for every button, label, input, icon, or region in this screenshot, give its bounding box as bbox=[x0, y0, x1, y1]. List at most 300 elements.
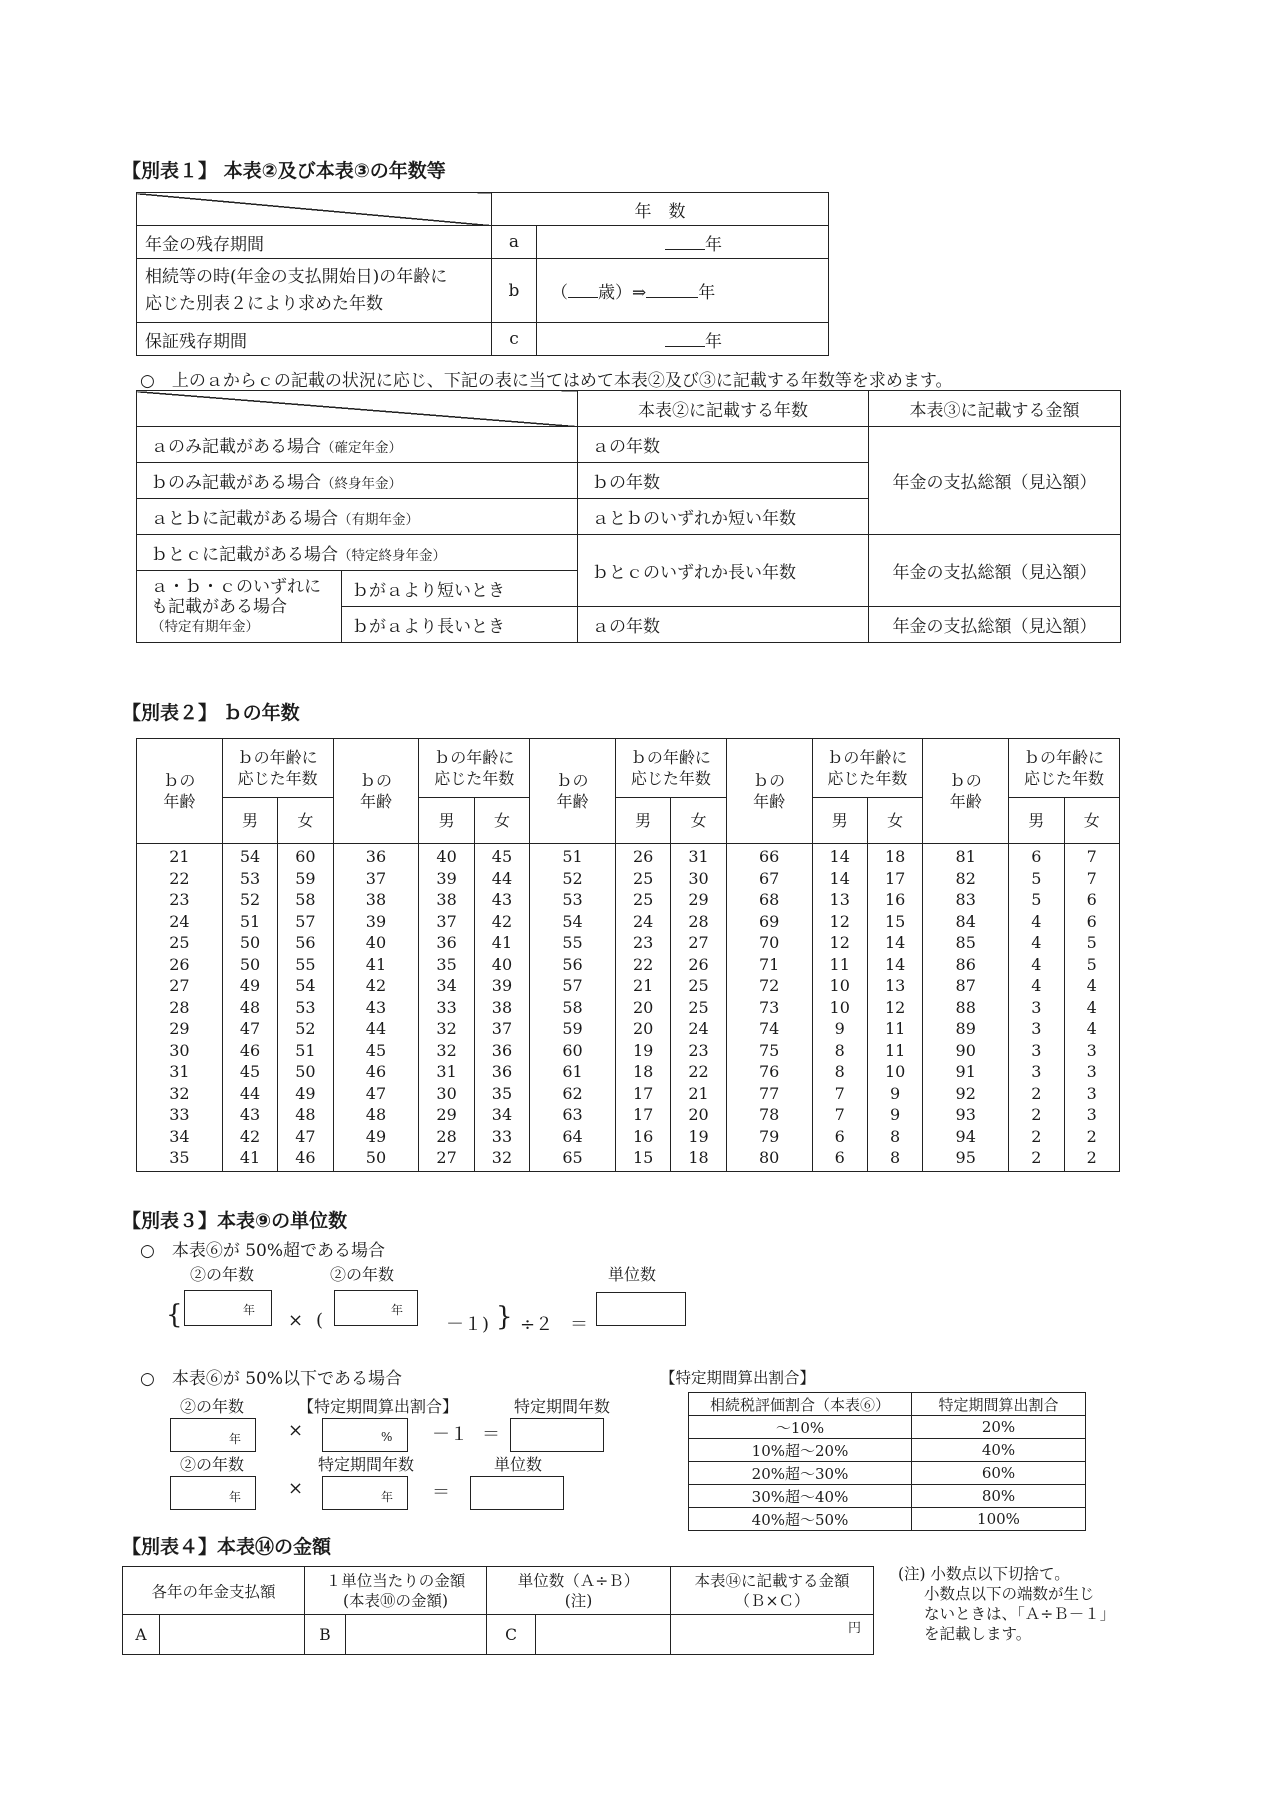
cell-male: 2 bbox=[1031, 1148, 1042, 1167]
section4-heading: 【別表４】本表⑭の金額 bbox=[122, 1536, 332, 1558]
cell-female: 5 bbox=[1086, 954, 1097, 974]
cell-ages: 85 bbox=[955, 933, 976, 952]
cell-ages: 62 bbox=[562, 1083, 583, 1103]
cell-male: 36 bbox=[436, 933, 457, 952]
section3-case1: ○ 本表⑥が 50%超である場合 bbox=[140, 1241, 386, 1261]
case2-period-input-2[interactable]: 年 bbox=[322, 1476, 408, 1510]
table1-row-a-letter: a bbox=[492, 226, 537, 259]
cell-female: 29 bbox=[688, 890, 709, 909]
cell-ages: 57 bbox=[562, 976, 583, 995]
cell-ages: 90 bbox=[955, 1040, 976, 1060]
ratio-table-title: 【特定期間算出割合】 bbox=[660, 1369, 816, 1387]
cell-ages: 95 bbox=[955, 1148, 976, 1167]
case1-years-input-1[interactable]: 年 bbox=[184, 1290, 272, 1326]
cell-ages: 25 bbox=[169, 933, 190, 952]
cell-ages: 70 bbox=[758, 933, 780, 952]
cell-male: 20 bbox=[632, 1019, 654, 1038]
cell-male: 39 bbox=[436, 868, 457, 888]
cell-male: 4 bbox=[1031, 933, 1042, 952]
cell-female: 40 bbox=[491, 954, 513, 974]
table4-header-amount: 本表⑭に記載する金額 （Ｂ×Ｃ） bbox=[671, 1567, 874, 1615]
cell-male: 34 bbox=[436, 976, 457, 995]
cell-male: 50 bbox=[239, 933, 261, 952]
cell-female: 33 bbox=[491, 1126, 513, 1146]
table1-row-b-label: 相続等の時(年金の支払開始日)の年齢に 応じた別表２により求めた年数 bbox=[137, 259, 492, 323]
cell-ages: 39 bbox=[365, 911, 387, 931]
cell-ages: 22 bbox=[169, 868, 190, 888]
cell-ages: 66 bbox=[758, 847, 780, 866]
table2-header-amount: 本表③に記載する金額 bbox=[869, 391, 1121, 427]
cell-female: 23 bbox=[688, 1040, 709, 1060]
cell-male: 14 bbox=[829, 847, 850, 866]
cell-ages: 93 bbox=[955, 1105, 976, 1124]
age-header: ｂの 年齢 bbox=[333, 739, 419, 844]
cell-male: 32 bbox=[436, 1019, 457, 1038]
ratio-row-value: 40% bbox=[912, 1439, 1086, 1462]
ratio-row-value: 100% bbox=[912, 1508, 1086, 1531]
table4-input-a[interactable] bbox=[160, 1615, 305, 1655]
col-female bbox=[474, 844, 529, 1172]
cell-ages: 24 bbox=[169, 911, 190, 931]
cell-female: 13 bbox=[884, 976, 906, 995]
cell-ages: 72 bbox=[758, 976, 780, 995]
cell-female: 3 bbox=[1086, 1083, 1097, 1103]
cell-female: 2 bbox=[1086, 1148, 1097, 1167]
cell-ages: 50 bbox=[365, 1148, 387, 1167]
cell-female: 4 bbox=[1086, 1019, 1097, 1038]
cell-ages: 94 bbox=[955, 1126, 976, 1146]
table4-header-per-unit: １単位当たりの金額 (本表⑩の金額) bbox=[305, 1567, 487, 1615]
ratio-row-range: 40%超～50% bbox=[689, 1508, 912, 1531]
case2-units-input[interactable] bbox=[470, 1476, 564, 1510]
cell-male: 53 bbox=[239, 868, 261, 888]
cell-female: 41 bbox=[491, 933, 513, 952]
cell-female: 4 bbox=[1086, 997, 1097, 1017]
cell-male: 10 bbox=[829, 976, 850, 995]
ratio-row-value: 80% bbox=[912, 1485, 1086, 1508]
table4-input-c[interactable] bbox=[536, 1615, 671, 1655]
cell-female: 36 bbox=[491, 1040, 513, 1060]
cell-female: 37 bbox=[491, 1019, 513, 1038]
cell-ages: 77 bbox=[758, 1083, 780, 1103]
table2-row-a-and-b: ａとｂに記載がある場合（有期年金） bbox=[137, 499, 578, 535]
cell-female: 8 bbox=[890, 1148, 901, 1167]
case1-div-two: ÷２ bbox=[520, 1314, 554, 1335]
case2-years-input-2[interactable]: 年 bbox=[170, 1476, 256, 1510]
cell-ages: 86 bbox=[955, 954, 976, 974]
cell-ages: 67 bbox=[758, 868, 780, 888]
cell-male: 11 bbox=[829, 954, 850, 974]
cell-female: 21 bbox=[688, 1083, 709, 1103]
cell-ages: 38 bbox=[365, 890, 387, 909]
male-header: 男 bbox=[615, 798, 670, 844]
case1-label-years-b: ②の年数 bbox=[330, 1265, 395, 1284]
cell-male: 35 bbox=[436, 954, 457, 974]
table2-instruction: ○ 上のａからｃの記載の状況に応じ、下記の表に当てはめて本表②及び③に記載する年数等を求めます。 bbox=[140, 371, 953, 391]
cell-male: 16 bbox=[632, 1126, 654, 1146]
cell-female: 3 bbox=[1086, 1105, 1097, 1124]
cell-male: 25 bbox=[632, 868, 654, 888]
cell-ages: 71 bbox=[758, 954, 780, 974]
cell-female: 27 bbox=[688, 933, 709, 952]
cell-male: 9 bbox=[834, 1019, 845, 1038]
cell-ages: 23 bbox=[169, 890, 190, 909]
cell-male: 3 bbox=[1031, 1062, 1042, 1081]
cell-male: 2 bbox=[1031, 1083, 1042, 1103]
case1-label-years-a: ②の年数 bbox=[190, 1265, 255, 1284]
table1-diagonal-cell bbox=[137, 193, 492, 226]
table2-row-abc-sub2: ｂがａより長いとき bbox=[342, 607, 578, 643]
cell-ages: 75 bbox=[758, 1040, 780, 1060]
col-ages bbox=[726, 844, 812, 1172]
case1-brace-open: { bbox=[166, 1300, 183, 1330]
table4-note: (注) 小数点以下切捨て。 小数点以下の端数が生じ ないときは、「Ａ÷Ｂ－１」 を記載します。 bbox=[898, 1565, 1116, 1643]
cell-male: 8 bbox=[834, 1062, 845, 1081]
cell-ages: 73 bbox=[758, 997, 780, 1017]
table1-row-b-letter: b bbox=[492, 259, 537, 323]
table2-header-years: 本表②に記載する年数 bbox=[578, 391, 869, 427]
table1-heading: 【別表１】 本表②及び本表③の年数等 bbox=[122, 160, 446, 182]
case1-years-input-2[interactable]: 年 bbox=[334, 1290, 418, 1326]
cell-female: 22 bbox=[688, 1062, 709, 1081]
cell-female: 2 bbox=[1086, 1126, 1097, 1146]
case1-paren-open: ( bbox=[316, 1310, 324, 1331]
col-male bbox=[222, 844, 277, 1172]
cell-ages: 36 bbox=[365, 847, 387, 866]
cell-male: 27 bbox=[436, 1148, 457, 1167]
cell-ages: 92 bbox=[955, 1083, 976, 1103]
cell-male: 51 bbox=[239, 911, 261, 931]
cell-female: 18 bbox=[688, 1148, 709, 1167]
cell-female: 4 bbox=[1086, 976, 1097, 995]
cell-male: 20 bbox=[632, 997, 654, 1017]
table2-amount-3: 年金の支払総額（見込額） bbox=[869, 607, 1121, 643]
cell-female: 38 bbox=[491, 997, 513, 1017]
cell-male: 3 bbox=[1031, 997, 1042, 1017]
table4-header-units: 単位数（Ａ÷Ｂ） (注) bbox=[487, 1567, 671, 1615]
female-header: 女 bbox=[867, 798, 922, 844]
cell-ages: 35 bbox=[169, 1148, 190, 1167]
table4-input-b[interactable] bbox=[346, 1615, 487, 1655]
cell-male: 44 bbox=[239, 1083, 261, 1103]
cell-female: 55 bbox=[295, 954, 316, 974]
cell-male: 25 bbox=[632, 890, 654, 909]
cell-male: 7 bbox=[834, 1083, 845, 1103]
case2-label-units: 単位数 bbox=[494, 1455, 543, 1474]
cell-ages: 55 bbox=[562, 933, 583, 952]
cell-female: 50 bbox=[295, 1062, 316, 1081]
ratio-row-value: 20% bbox=[912, 1416, 1086, 1439]
case1-minus-one: －１) bbox=[446, 1314, 490, 1335]
years-header: ｂの年齢に 応じた年数 bbox=[615, 739, 726, 798]
cell-female: 28 bbox=[688, 911, 709, 931]
cell-ages: 29 bbox=[169, 1019, 190, 1038]
cell-male: 15 bbox=[632, 1148, 654, 1167]
cell-male: 17 bbox=[632, 1105, 654, 1124]
cell-female: 53 bbox=[295, 997, 316, 1017]
cell-ages: 43 bbox=[365, 997, 387, 1017]
cell-ages: 37 bbox=[365, 868, 387, 888]
cell-ages: 40 bbox=[365, 933, 387, 952]
cell-ages: 26 bbox=[169, 954, 190, 974]
cell-ages: 32 bbox=[169, 1083, 190, 1103]
cell-ages: 47 bbox=[365, 1083, 387, 1103]
cell-ages: 41 bbox=[365, 954, 387, 974]
cell-male: 12 bbox=[829, 911, 850, 931]
cell-male: 19 bbox=[632, 1040, 654, 1060]
case2-ratio-input[interactable]: % bbox=[322, 1418, 408, 1452]
cell-male: 21 bbox=[632, 976, 654, 995]
cell-female: 52 bbox=[295, 1019, 316, 1038]
case2-label-years-2: ②の年数 bbox=[180, 1455, 245, 1474]
cell-ages: 27 bbox=[169, 976, 190, 995]
cell-ages: 81 bbox=[955, 847, 976, 866]
col-female bbox=[1064, 844, 1120, 1172]
case2-label-years-1: ②の年数 bbox=[180, 1397, 245, 1416]
col-ages bbox=[137, 844, 223, 1172]
cell-ages: 31 bbox=[169, 1062, 190, 1081]
col-male bbox=[419, 844, 474, 1172]
male-header: 男 bbox=[812, 798, 867, 844]
cell-female: 43 bbox=[491, 890, 513, 909]
cell-male: 22 bbox=[632, 954, 654, 974]
ratio-row-range: 20%超～30% bbox=[689, 1462, 912, 1485]
age-header: ｂの 年齢 bbox=[726, 739, 812, 844]
cell-male: 4 bbox=[1031, 911, 1042, 931]
cell-ages: 60 bbox=[562, 1040, 583, 1060]
cell-female: 45 bbox=[491, 847, 513, 866]
ratio-header-valuation: 相続税評価割合（本表⑥） bbox=[689, 1393, 912, 1416]
cell-female: 16 bbox=[884, 890, 906, 909]
cell-ages: 76 bbox=[758, 1062, 780, 1081]
cell-female: 6 bbox=[1086, 890, 1097, 909]
table2-row-abc: ａ・ｂ・ｃのいずれに も記載がある場合 （特定有期年金） bbox=[137, 571, 342, 643]
table2-years-a: ａの年数 bbox=[578, 607, 869, 643]
cell-male: 24 bbox=[632, 911, 654, 931]
cell-female: 9 bbox=[890, 1083, 901, 1103]
age-header: ｂの 年齢 bbox=[530, 739, 616, 844]
table4-input-amount[interactable]: 円 bbox=[671, 1615, 874, 1655]
cell-female: 54 bbox=[295, 976, 316, 995]
cell-ages: 54 bbox=[562, 911, 583, 931]
table4 bbox=[122, 1566, 874, 1655]
cell-ages: 61 bbox=[562, 1062, 583, 1081]
cell-female: 3 bbox=[1086, 1040, 1097, 1060]
cell-ages: 48 bbox=[365, 1105, 387, 1124]
cell-ages: 59 bbox=[562, 1019, 583, 1038]
cell-ages: 84 bbox=[955, 911, 976, 931]
cell-ages: 28 bbox=[169, 997, 190, 1017]
cell-female: 56 bbox=[295, 933, 316, 952]
table4-label-c: C bbox=[487, 1615, 536, 1655]
cell-female: 47 bbox=[295, 1126, 316, 1146]
cell-male: 42 bbox=[239, 1126, 261, 1146]
cell-female: 30 bbox=[688, 868, 709, 888]
cell-female: 34 bbox=[491, 1105, 513, 1124]
cell-male: 2 bbox=[1031, 1105, 1042, 1124]
cell-male: 8 bbox=[834, 1040, 845, 1060]
col-ages bbox=[333, 844, 419, 1172]
table4-label-a: A bbox=[123, 1615, 160, 1655]
cell-ages: 74 bbox=[758, 1019, 780, 1038]
female-header: 女 bbox=[278, 798, 333, 844]
cell-male: 54 bbox=[239, 847, 261, 866]
cell-female: 36 bbox=[491, 1062, 513, 1081]
cell-ages: 33 bbox=[169, 1105, 190, 1124]
cell-ages: 88 bbox=[955, 997, 976, 1017]
cell-ages: 46 bbox=[365, 1062, 387, 1081]
table2-row-abc-sub1: ｂがａより短いとき bbox=[342, 571, 578, 607]
cell-female: 32 bbox=[491, 1148, 513, 1167]
col-male bbox=[812, 844, 867, 1172]
years-header: ｂの年齢に 応じた年数 bbox=[419, 739, 530, 798]
cell-male: 14 bbox=[829, 868, 850, 888]
section3-heading: 【別表３】本表⑨の単位数 bbox=[122, 1210, 348, 1232]
cell-male: 52 bbox=[239, 890, 261, 909]
cell-female: 18 bbox=[884, 847, 906, 866]
case2-label-period-2: 特定期間年数 bbox=[318, 1455, 415, 1474]
cell-male: 3 bbox=[1031, 1019, 1042, 1038]
table2-row-b-and-c: ｂとｃに記載がある場合（特定終身年金） bbox=[137, 535, 578, 571]
table2-row-b-only: ｂのみ記載がある場合（終身年金） bbox=[137, 463, 578, 499]
cell-female: 24 bbox=[688, 1019, 709, 1038]
cell-male: 41 bbox=[239, 1148, 261, 1167]
cell-male: 18 bbox=[632, 1062, 654, 1081]
cell-female: 48 bbox=[295, 1105, 316, 1124]
table1-header-years: 年 数 bbox=[492, 193, 829, 226]
cell-ages: 42 bbox=[365, 976, 387, 995]
cell-female: 25 bbox=[688, 976, 709, 995]
cell-female: 19 bbox=[688, 1126, 709, 1146]
cell-male: 2 bbox=[1031, 1126, 1042, 1146]
cell-male: 48 bbox=[239, 997, 261, 1017]
cell-ages: 79 bbox=[758, 1126, 780, 1146]
female-header: 女 bbox=[671, 798, 726, 844]
table2-years-bc: ｂとｃのいずれか長い年数 bbox=[578, 535, 869, 607]
years-header: ｂの年齢に 応じた年数 bbox=[812, 739, 923, 798]
cell-ages: 34 bbox=[169, 1126, 190, 1146]
ratio-header-ratio: 特定期間算出割合 bbox=[912, 1393, 1086, 1416]
col-female bbox=[278, 844, 333, 1172]
cell-male: 32 bbox=[436, 1040, 457, 1060]
cell-ages: 45 bbox=[365, 1040, 387, 1060]
case2-equals-2: ＝ bbox=[432, 1482, 450, 1503]
cell-female: 11 bbox=[884, 1019, 906, 1038]
ratio-row-range: 30%超～40% bbox=[689, 1485, 912, 1508]
case2-period-input[interactable] bbox=[510, 1418, 604, 1452]
cell-female: 25 bbox=[688, 997, 709, 1017]
cell-female: 9 bbox=[890, 1105, 901, 1124]
cell-ages: 44 bbox=[365, 1019, 387, 1038]
col-ages bbox=[530, 844, 616, 1172]
cell-ages: 63 bbox=[562, 1105, 583, 1124]
cell-male: 6 bbox=[834, 1148, 845, 1167]
cell-male: 6 bbox=[1031, 847, 1042, 866]
cell-female: 31 bbox=[688, 847, 709, 866]
cell-ages: 83 bbox=[955, 890, 976, 909]
col-male bbox=[1009, 844, 1064, 1172]
cell-ages: 51 bbox=[562, 847, 583, 866]
cell-male: 3 bbox=[1031, 1040, 1042, 1060]
cell-ages: 56 bbox=[562, 954, 583, 974]
table3 bbox=[136, 738, 1120, 1172]
cell-female: 14 bbox=[884, 933, 906, 952]
cell-female: 5 bbox=[1086, 933, 1097, 952]
col-ages bbox=[923, 844, 1009, 1172]
cell-male: 7 bbox=[834, 1105, 845, 1124]
female-header: 女 bbox=[1064, 798, 1120, 844]
ratio-table bbox=[688, 1392, 1086, 1531]
cell-ages: 69 bbox=[758, 911, 780, 931]
cell-female: 51 bbox=[295, 1040, 316, 1060]
case1-equals: ＝ bbox=[570, 1314, 588, 1335]
cell-male: 31 bbox=[436, 1062, 457, 1081]
cell-male: 37 bbox=[436, 911, 457, 931]
cell-ages: 68 bbox=[758, 890, 780, 909]
cell-female: 3 bbox=[1086, 1062, 1097, 1081]
case1-times: × bbox=[288, 1310, 304, 1331]
ratio-row-range: 10%超～20% bbox=[689, 1439, 912, 1462]
table1-row-a-label: 年金の残存期間 bbox=[137, 226, 492, 259]
table2-row-a-and-b-years: ａとｂのいずれか短い年数 bbox=[578, 499, 869, 535]
cell-ages: 78 bbox=[758, 1105, 780, 1124]
cell-female: 20 bbox=[688, 1105, 709, 1124]
cell-male: 10 bbox=[829, 997, 850, 1017]
male-header: 男 bbox=[419, 798, 474, 844]
cell-female: 14 bbox=[884, 954, 906, 974]
cell-ages: 91 bbox=[955, 1062, 976, 1081]
cell-male: 43 bbox=[239, 1105, 261, 1124]
cell-male: 4 bbox=[1031, 976, 1042, 995]
case1-label-units: 単位数 bbox=[608, 1265, 657, 1284]
cell-male: 46 bbox=[239, 1040, 261, 1060]
ratio-row-value: 60% bbox=[912, 1462, 1086, 1485]
case1-units-input[interactable] bbox=[596, 1292, 686, 1326]
years-header: ｂの年齢に 応じた年数 bbox=[1009, 739, 1120, 798]
cell-female: 44 bbox=[491, 868, 513, 888]
table1-row-c-value: 年 bbox=[537, 323, 829, 356]
male-header: 男 bbox=[222, 798, 277, 844]
cell-ages: 49 bbox=[365, 1126, 387, 1146]
table2 bbox=[136, 390, 1121, 643]
cell-ages: 58 bbox=[562, 997, 583, 1017]
cell-female: 60 bbox=[295, 847, 316, 866]
cell-male: 5 bbox=[1031, 868, 1042, 888]
table1 bbox=[136, 192, 829, 356]
case2-minus-one: －１ bbox=[432, 1424, 468, 1445]
cell-ages: 53 bbox=[562, 890, 583, 909]
cell-female: 26 bbox=[688, 954, 709, 974]
cell-male: 28 bbox=[436, 1126, 457, 1146]
cell-male: 26 bbox=[632, 847, 654, 866]
cell-male: 23 bbox=[632, 933, 654, 952]
cell-female: 49 bbox=[295, 1083, 316, 1103]
table2-row-b-only-years: ｂの年数 bbox=[578, 463, 869, 499]
table4-label-b: B bbox=[305, 1615, 346, 1655]
case2-times-1: × bbox=[288, 1420, 304, 1441]
case2-years-input-1[interactable]: 年 bbox=[170, 1418, 256, 1452]
cell-male: 17 bbox=[632, 1083, 654, 1103]
cell-male: 6 bbox=[834, 1126, 845, 1146]
age-header: ｂの 年齢 bbox=[137, 739, 223, 844]
cell-ages: 89 bbox=[955, 1019, 976, 1038]
cell-male: 50 bbox=[239, 954, 261, 974]
cell-female: 8 bbox=[890, 1126, 901, 1146]
cell-male: 38 bbox=[436, 890, 457, 909]
age-header: ｂの 年齢 bbox=[923, 739, 1009, 844]
cell-male: 49 bbox=[239, 976, 261, 995]
section3-case2: ○ 本表⑥が 50%以下である場合 bbox=[140, 1369, 403, 1389]
